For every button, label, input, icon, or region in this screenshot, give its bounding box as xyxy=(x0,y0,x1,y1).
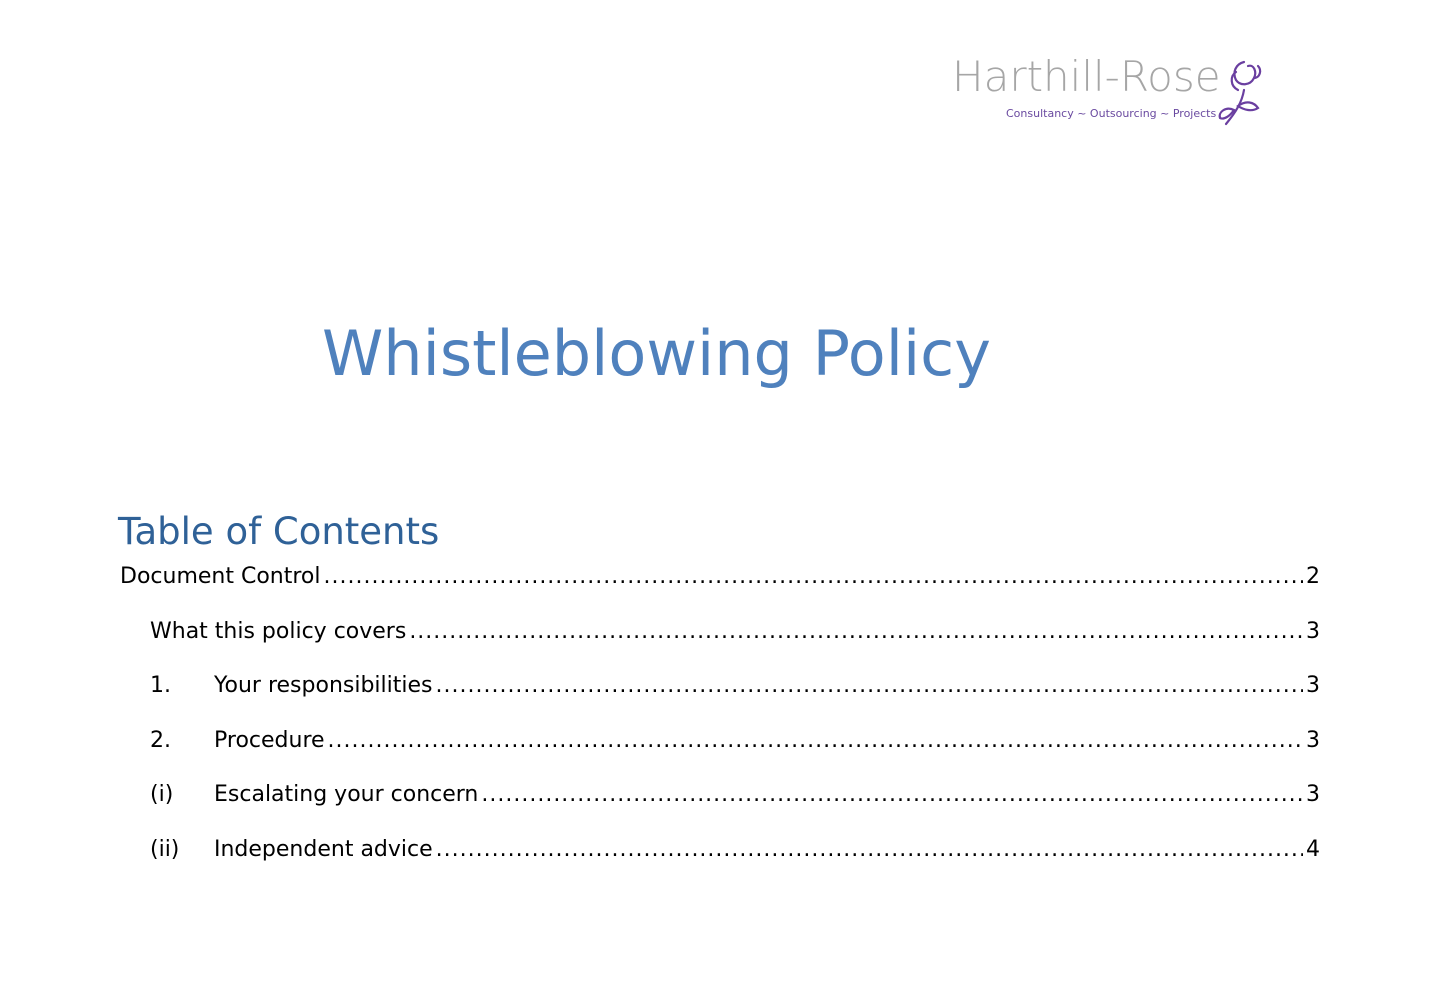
rose-icon xyxy=(1214,58,1280,134)
dot-leader xyxy=(436,673,1304,698)
company-logo xyxy=(952,52,1282,137)
toc-entry-label: Document Control xyxy=(120,564,321,589)
toc-entry-page: 3 xyxy=(1306,673,1320,698)
dot-leader xyxy=(481,782,1303,807)
toc-entry-number: (i) xyxy=(150,782,174,807)
dot-leader xyxy=(324,564,1304,589)
toc-entry-escalating-your-concern[interactable] xyxy=(120,782,1320,837)
toc-entry-label: What this policy covers xyxy=(150,618,407,644)
toc-entry-page: 3 xyxy=(1306,727,1320,753)
toc-entry-procedure[interactable] xyxy=(120,728,1320,783)
toc-entry-your-responsibilities[interactable] xyxy=(120,673,1320,728)
toc-entry-independent-advice[interactable] xyxy=(120,837,1320,892)
toc-entry-label: Procedure xyxy=(214,727,325,753)
dot-leader xyxy=(409,619,1303,644)
dot-leader xyxy=(328,728,1303,753)
toc-entry-what-this-policy-covers[interactable] xyxy=(120,619,1320,674)
document-title: Whistleblowing Policy xyxy=(322,317,991,390)
toc-entry-label: Independent advice xyxy=(214,836,433,862)
toc-entry-document-control[interactable] xyxy=(120,564,1320,619)
table-of-contents xyxy=(120,564,1320,891)
logo-name: Harthill-Rose xyxy=(952,52,1221,101)
logo-tagline: Consultancy ~ Outsourcing ~ Projects xyxy=(1006,107,1217,120)
toc-entry-number: 2. xyxy=(150,727,171,753)
toc-entry-label: Escalating your concern xyxy=(214,782,479,807)
toc-entry-page: 2 xyxy=(1306,564,1320,589)
toc-entry-page: 4 xyxy=(1306,836,1320,862)
toc-heading: Table of Contents xyxy=(118,510,440,553)
toc-entry-label: Your responsibilities xyxy=(214,673,433,698)
toc-entry-number: (ii) xyxy=(150,836,180,862)
dot-leader xyxy=(436,837,1303,862)
toc-entry-page: 3 xyxy=(1306,618,1320,644)
toc-entry-page: 3 xyxy=(1306,782,1320,807)
toc-entry-number: 1. xyxy=(150,673,171,698)
